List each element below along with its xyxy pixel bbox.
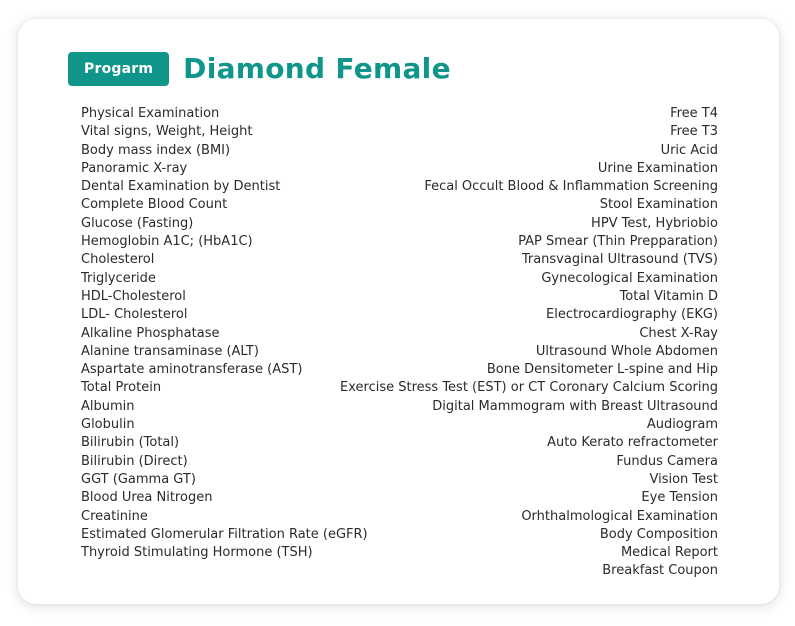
list-item: Exercise Stress Test (EST) or CT Coronary Calcium Scoring [340, 380, 718, 396]
list-item: HDL-Cholesterol [81, 288, 186, 304]
list-item: Urine Examination [597, 160, 718, 176]
list-item: Globulin [81, 417, 135, 433]
list-item: PAP Smear (Thin Prepparation) [518, 234, 718, 250]
list-item: HPV Test, Hybriobio [591, 215, 718, 231]
list-item: Panoramic X-ray [81, 160, 188, 176]
list-item: Ultrasound Whole Abdomen [535, 343, 718, 359]
program-title: Diamond Female [183, 52, 451, 85]
list-item: Dental Examination by Dentist [81, 179, 281, 195]
list-item: Gynecological Examination [541, 270, 718, 286]
list-item: Bilirubin (Direct) [81, 453, 188, 469]
list-item: Uric Acid [660, 142, 718, 158]
right-checkup-list [340, 105, 718, 581]
list-item: Glucose (Fasting) [81, 215, 194, 231]
list-item: Hemoglobin A1C; (HbA1C) [81, 234, 253, 250]
list-item: Free T3 [670, 124, 718, 140]
list-item: Audiogram [646, 417, 718, 433]
list-item: Fecal Occult Blood & Inflammation Screening [424, 179, 718, 195]
list-item: Alkaline Phosphatase [81, 325, 220, 341]
list-item: Body mass index (BMI) [81, 142, 231, 158]
list-item: Digital Mammogram with Breast Ultrasound [432, 398, 718, 414]
list-item: Body Composition [599, 526, 718, 542]
list-item: Estimated Glomerular Filtration Rate (eGFR) [81, 526, 368, 542]
list-item: Albumin [81, 398, 135, 414]
list-item: Chest X-Ray [639, 325, 718, 341]
list-item: Medical Report [620, 545, 718, 561]
list-item: Triglyceride [81, 270, 156, 286]
list-item: Cholesterol [81, 252, 155, 268]
list-item: Total Protein [81, 380, 162, 396]
list-item: Electrocardiography (EKG) [546, 307, 718, 323]
list-item: Vision Test [649, 471, 718, 487]
list-item: Vital signs, Weight, Height [81, 124, 253, 140]
list-item: Bone Densitometer L-spine and Hip [486, 362, 718, 378]
list-item: Free T4 [670, 106, 718, 121]
program-card [18, 19, 779, 604]
list-item: Blood Urea Nitrogen [81, 490, 213, 506]
program-header [68, 51, 451, 87]
list-item: Alanine transaminase (ALT) [81, 343, 259, 359]
list-item: LDL- Cholesterol [81, 307, 188, 323]
list-item: Eye Tension [641, 490, 718, 506]
list-item: Aspartate aminotransferase (AST) [81, 362, 303, 378]
list-item: Total Vitamin D [619, 288, 718, 304]
list-item: Bilirubin (Total) [81, 435, 180, 451]
list-item: Transvaginal Ultrasound (TVS) [521, 252, 718, 268]
list-item: Fundus Camera [616, 453, 718, 469]
list-item: Auto Kerato refractometer [547, 435, 718, 451]
list-item: Creatinine [81, 508, 148, 524]
program-badge: Progarm [68, 52, 169, 86]
list-item: Complete Blood Count [81, 197, 228, 213]
left-checkup-list [81, 105, 368, 562]
list-item: GGT (Gamma GT) [81, 471, 196, 487]
list-item: Orhthalmological Examination [521, 508, 718, 524]
list-item: Breakfast Coupon [602, 563, 718, 579]
list-item: Thyroid Stimulating Hormone (TSH) [81, 545, 313, 561]
list-item: Physical Examination [81, 106, 220, 121]
list-item: Stool Examination [599, 197, 718, 213]
